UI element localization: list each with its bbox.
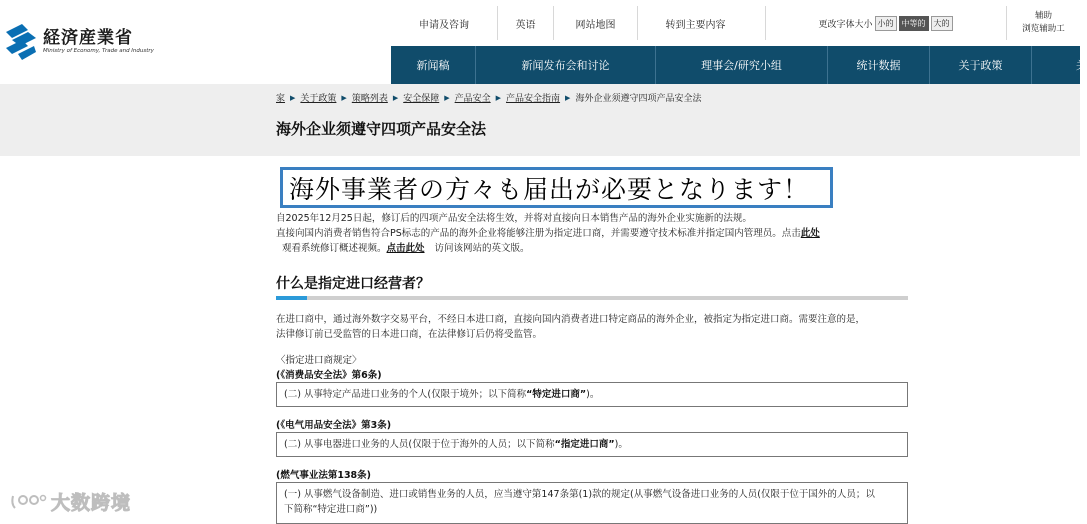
notice-banner-image	[280, 167, 833, 208]
breadcrumb-about-policy[interactable]: 关于政策	[300, 94, 337, 104]
font-size-small-button[interactable]: 小的	[875, 16, 897, 31]
page-title: 海外企业须遵守四项产品安全法	[276, 120, 487, 138]
breadcrumb-arrow-icon: ▶	[565, 93, 571, 102]
util-link-english[interactable]: 英语	[497, 6, 553, 40]
nav-news-releases[interactable]: 新闻稿	[391, 46, 476, 84]
heading-underline	[276, 296, 908, 300]
breadcrumb-arrow-icon: ▶	[290, 93, 296, 102]
breadcrumb-arrow-icon: ▶	[392, 93, 399, 102]
law-text-line-2: 下简称“特定进口商”))	[284, 504, 378, 515]
util-link-sitemap[interactable]: 网站地图	[553, 6, 637, 40]
law-text-suffix: )。	[614, 439, 628, 450]
assist-line-2: 浏览辅助工	[1022, 24, 1065, 34]
utility-nav	[391, 6, 753, 40]
intro-line-1: 自2025年12月25日起，修订后的四项产品安全法将生效，并将对直接向日本销售产品的海外企业实施新的法规。	[276, 213, 752, 224]
breadcrumb-product-safety-guide[interactable]: 产品安全指南	[506, 94, 561, 104]
main-nav	[391, 46, 1087, 84]
watermark-logo-icon	[9, 492, 47, 512]
meti-logo-icon	[4, 24, 38, 60]
breadcrumb-policy-list[interactable]: 策略列表	[351, 94, 388, 104]
law-text	[284, 437, 900, 452]
breadcrumb-product-safety[interactable]: 产品安全	[454, 94, 491, 104]
law-text-term: “特定进口商”	[526, 389, 587, 400]
english-version-link[interactable]: 点击此处	[386, 243, 425, 254]
law-title-gas-business: (燃气事业法第138条)	[276, 470, 372, 481]
law-box-electrical-appliances	[276, 432, 908, 457]
logo-title: 経済産業省	[43, 28, 133, 48]
watermark	[9, 488, 131, 515]
notice-banner-text: 海外事業者の方々も届出が必要となります！	[289, 174, 810, 204]
assist-line-1: 辅助	[1034, 11, 1052, 21]
law-box-gas-business	[276, 482, 908, 524]
definition-line-2: 法律修订前已受监管的日本进口商，在法律修订后仍将受监管。	[276, 329, 543, 340]
intro-line-2	[276, 226, 908, 241]
nav-about[interactable]: 关	[1076, 59, 1087, 72]
main-content	[276, 156, 908, 521]
nav-press-conferences[interactable]: 新闻发布会和讨论	[476, 46, 656, 84]
util-link-skip-to-content[interactable]: 转到主要内容	[637, 6, 753, 40]
law-title-consumer-products: (《消费品安全法》第6条)	[276, 370, 382, 381]
nav-councils[interactable]: 理事会/研究小组	[656, 46, 828, 84]
intro-line-2-text: 直接向国内消费者销售符合PS标志的产品的海外企业将能够注册为指定进口商，并需要遵守技术标准并指定国内管理员。点击	[276, 228, 801, 239]
nav-statistics[interactable]: 统计数据	[828, 46, 930, 84]
intro-text	[276, 211, 908, 256]
site-header	[0, 0, 1087, 84]
breadcrumb-arrow-icon: ▶	[341, 93, 347, 102]
intro-line-3	[276, 241, 908, 256]
breadcrumb-arrow-icon: ▶	[495, 93, 502, 102]
breadcrumb-current: 海外企业须遵守四项产品安全法	[575, 94, 702, 104]
section-heading-text: 什么是指定进口经营者？	[276, 276, 430, 292]
heading-underline-accent	[276, 296, 307, 300]
law-text-suffix: )。	[586, 389, 600, 400]
browsing-assist-link[interactable]	[1006, 6, 1080, 40]
page-title-band	[0, 84, 1080, 156]
definition-line-1: 在进口商中，通过海外数字交易平台，不经日本进口商，直接向国内消费者进口特定商品的海外企业，被指定为指定进口商。需要注意的是，	[276, 314, 866, 325]
breadcrumb	[276, 91, 701, 104]
logo-subtitle: Ministry of Economy, Trade and Industry	[43, 48, 154, 54]
law-text	[284, 387, 900, 402]
definition-text	[276, 312, 908, 342]
nav-about-policy[interactable]: 关于政策	[930, 46, 1032, 84]
font-size-label: 更改字体大小	[818, 19, 873, 30]
intro-line-3-suffix: 访问该网站的英文版。	[434, 243, 530, 254]
law-text-prefix: (二) 从事特定产品进口业务的个人(仅限于境外；以下简称	[284, 389, 527, 400]
breadcrumb-home[interactable]: 家	[276, 94, 286, 104]
breadcrumb-security[interactable]: 安全保障	[403, 94, 440, 104]
util-link-applications[interactable]: 申请及咨询	[419, 19, 469, 31]
law-box-consumer-products	[276, 382, 908, 407]
meti-logo[interactable]	[4, 22, 154, 62]
law-text: (一) 从事燃气设备制造、进口或销售业务的人员，应当遵守第147条第(1)款的规定(从事燃气设备进口业务的人员(仅限于位于国外的人员；以	[284, 489, 875, 500]
law-list-label: 〈指定进口商规定〉	[276, 355, 362, 366]
font-size-large-button[interactable]: 大的	[931, 16, 953, 31]
breadcrumb-arrow-icon: ▶	[444, 93, 450, 102]
law-title-electrical-appliances: (《电气用品安全法》第3条)	[276, 420, 392, 431]
font-size-switcher	[765, 6, 1005, 40]
law-text-prefix: (二) 从事电器进口业务的人员(仅限于位于海外的人员；以下简称	[284, 439, 555, 450]
watermark-text: 大数跨境	[51, 492, 132, 514]
intro-line-3-text: 观看系统修订概述视频。	[282, 243, 387, 254]
section-heading	[276, 274, 908, 300]
font-size-medium-button[interactable]: 中等的	[899, 16, 929, 31]
law-text-term: “指定进口商”	[554, 439, 615, 450]
video-link[interactable]: 此处	[800, 228, 820, 239]
